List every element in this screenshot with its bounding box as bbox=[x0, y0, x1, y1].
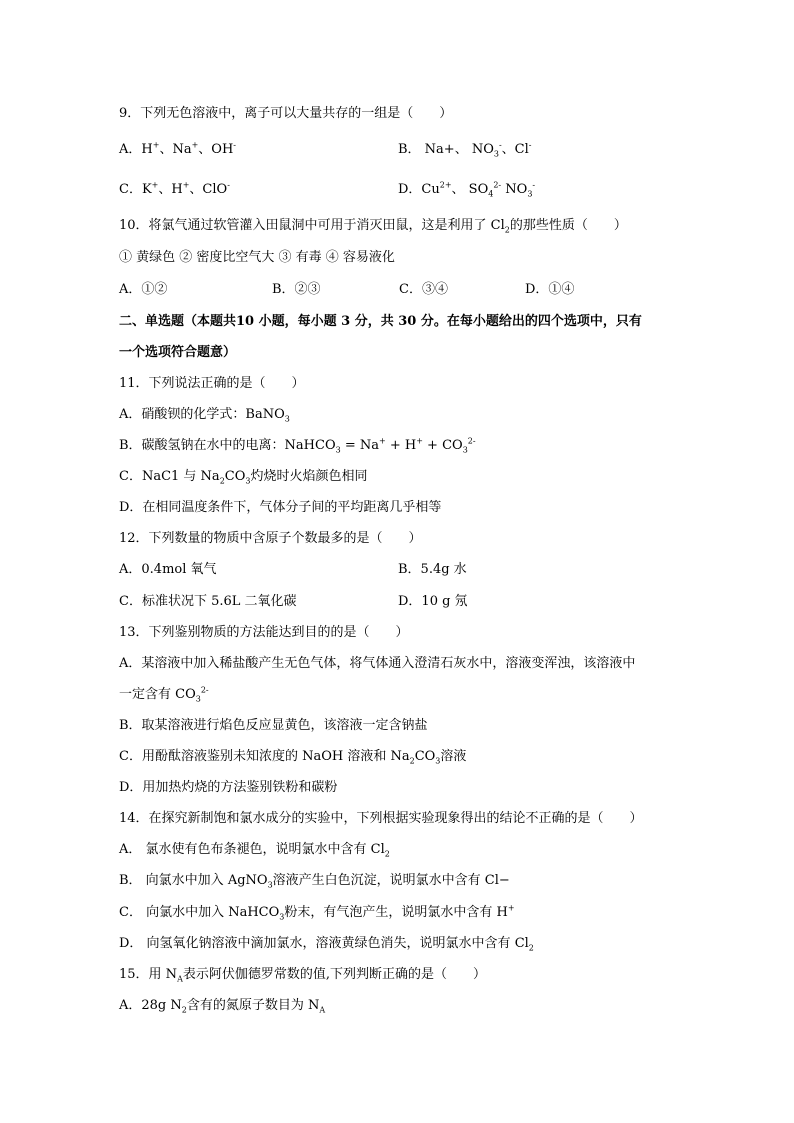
q11-option-b: B．碳酸氢钠在水中的电离：NaHCO$_3$ = $Na^+ + H^+ + CO_3^{2-}$ bbox=[119, 436, 476, 455]
q14-option-b: B． 向氯水中加入 AgNO$_3$溶液产生白色沉淀，说明氯水中含有 Cl− bbox=[119, 873, 510, 890]
section2-heading-line2: 一个选项符合题意） bbox=[119, 345, 237, 360]
q12-option-d: D．10 g 氖 bbox=[398, 594, 468, 609]
q11-stem: 11．下列说法正确的是（ ） bbox=[119, 376, 305, 391]
q12-option-c: C．标准状况下 5.6L 二氧化碳 bbox=[119, 594, 297, 609]
q10-option-a: A．①② bbox=[119, 282, 168, 297]
q14-option-d: D． 向氢氧化钠溶液中滴加氯水，溶液黄绿色消失，说明氯水中含有 $Cl_2$ bbox=[119, 936, 534, 953]
q9-option-c: C．K+、H+、ClO- bbox=[119, 180, 230, 197]
q14-stem: 14．在探究新制饱和氯水成分的实验中，下列根据实验现象得出的结论不正确的是（ ） bbox=[119, 811, 643, 826]
q9-option-b: B． Na+、 $NO_3^-$、Cl- bbox=[398, 140, 532, 159]
q14-option-a: A． 氯水使有色布条褪色，说明氯水中含有 $Cl_2$ bbox=[119, 842, 390, 859]
q12-option-a: A．0.4mol 氧气 bbox=[119, 562, 217, 577]
q11-option-c: C．NaC1 与 $Na_2CO_3$灼烧时火焰颜色相同 bbox=[119, 469, 368, 486]
q15-stem: 15．用 $N_A$表示阿伏伽德罗常数的值,下列判断正确的是（ ） bbox=[119, 967, 486, 984]
q13-option-c: C．用酚酞溶液鉴别未知浓度的 NaOH 溶液和 $Na_2CO_3$溶液 bbox=[119, 749, 467, 766]
q13-option-a-line1: A．某溶液中加入稀盐酸产生无色气体，将气体通入澄清石灰水中，溶液变浑浊，该溶液中 bbox=[119, 656, 636, 671]
q9-stem: 9．下列无色溶液中，离子可以大量共存的一组是（ ） bbox=[119, 106, 453, 121]
section2-heading-line1: 二、单选题（本题共10 小题，每小题 3 分，共 30 分。在每小题给出的四个选项中，只有 bbox=[119, 314, 642, 329]
q15-option-a: A．28g $N_2$含有的氮原子数目为 $N_A$ bbox=[119, 998, 326, 1015]
q11-option-d: D．在相同温度条件下，气体分子间的平均距离几乎相等 bbox=[119, 500, 442, 515]
q10-option-c: C．③④ bbox=[399, 282, 448, 297]
q12-option-b: B．5.4g 水 bbox=[398, 562, 467, 577]
q10-properties: ① 黄绿色 ② 密度比空气大 ③ 有毒 ④ 容易液化 bbox=[119, 250, 395, 265]
q10-option-b: B．②③ bbox=[272, 282, 321, 297]
q13-option-b: B．取某溶液进行焰色反应显黄色，该溶液一定含钠盐 bbox=[119, 718, 428, 733]
q13-option-a-line2: 一定含有 $CO_3^{2-}$ bbox=[119, 685, 209, 704]
q12-stem: 12．下列数量的物质中含原子个数最多的是（ ） bbox=[119, 531, 422, 546]
q11-option-a: A．硝酸钡的化学式：BaNO$_3$ bbox=[119, 407, 290, 424]
q13-option-d: D．用加热灼烧的方法鉴别铁粉和碳粉 bbox=[119, 780, 338, 795]
q13-stem: 13．下列鉴别物质的方法能达到目的的是（ ） bbox=[119, 625, 409, 640]
q9-option-d: D．$Cu^{2+}$、 $SO_4^{2-}$ $NO_3^-$ bbox=[398, 180, 536, 199]
q10-stem: 10．将氯气通过软管灌入田鼠洞中可用于消灭田鼠，这是利用了 $Cl_2$的那些性质（ ） bbox=[119, 218, 627, 235]
q9-option-a: A．H+、Na+、OH- bbox=[119, 140, 236, 157]
q10-option-d: D．①④ bbox=[525, 282, 575, 297]
q14-option-c: C． 向氯水中加入 NaHCO$_3$粉末，有气泡产生，说明氯水中含有 H+ bbox=[119, 903, 515, 922]
